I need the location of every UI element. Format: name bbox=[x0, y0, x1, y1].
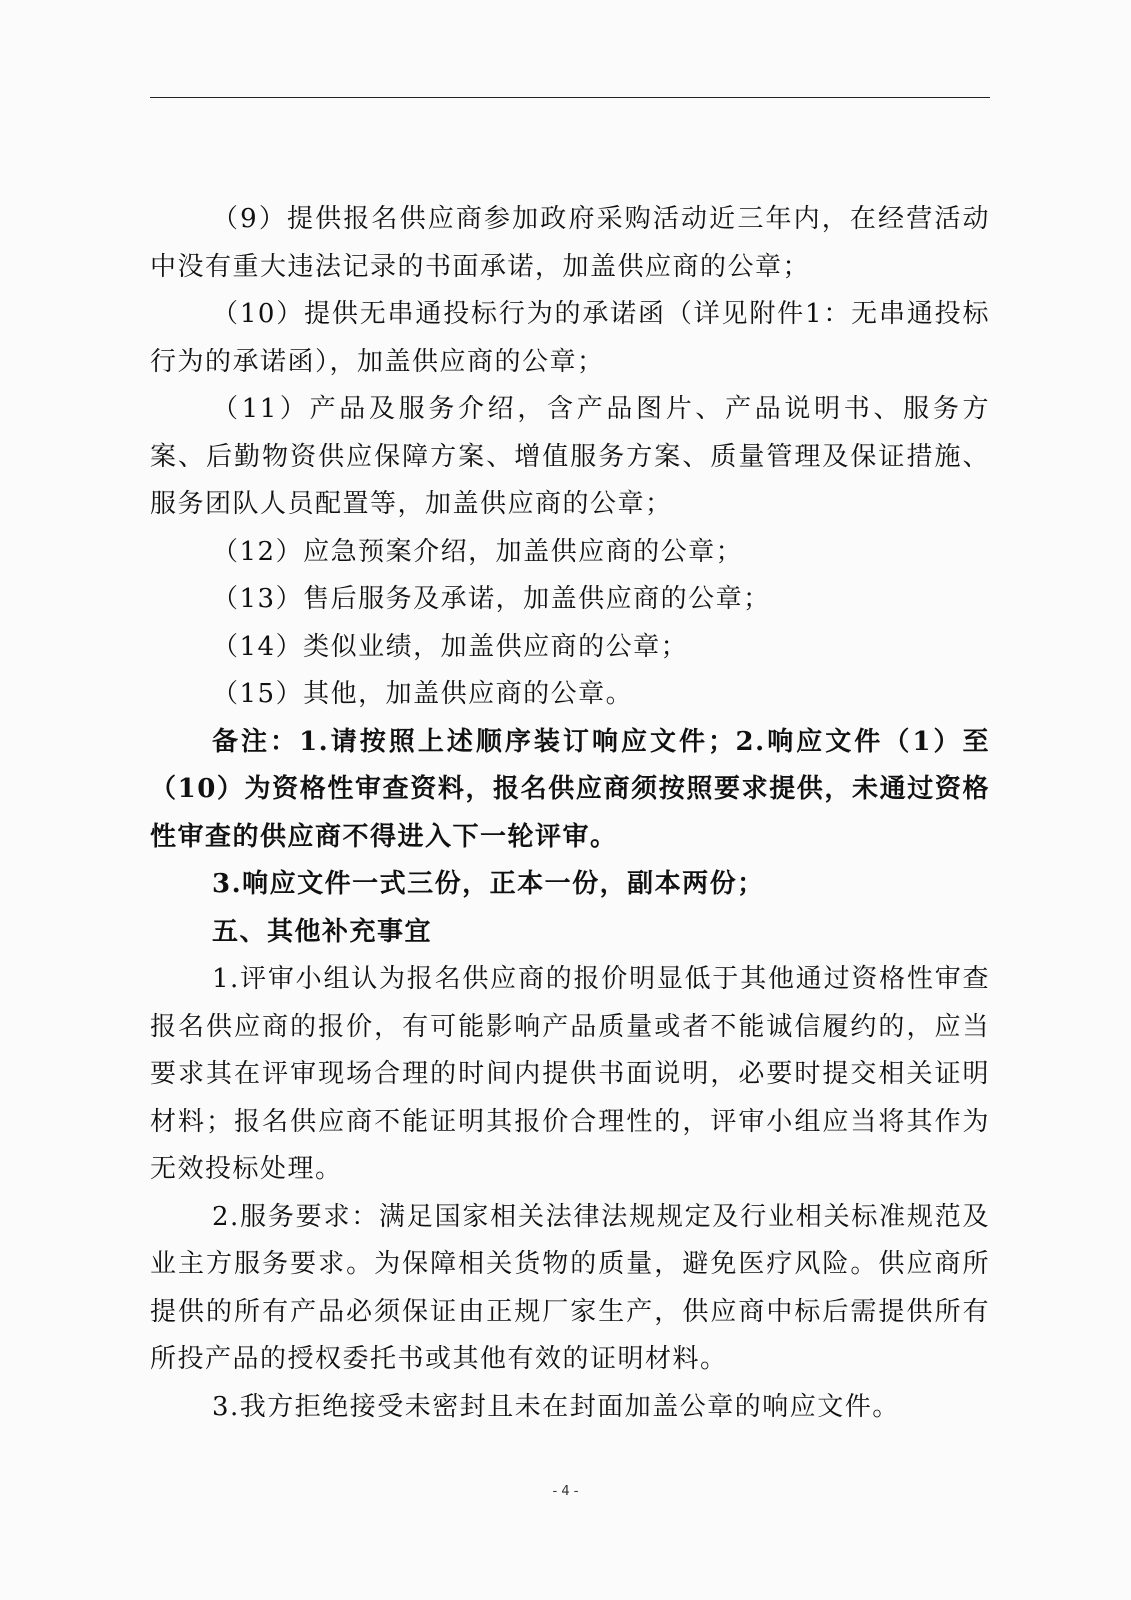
paragraph-item-9: （9）提供报名供应商参加政府采购活动近三年内，在经营活动中没有重大违法记录的书面承诺，加盖供应商的公章； bbox=[150, 204, 990, 282]
paragraph-item-11: （11）产品及服务介绍，含产品图片、产品说明书、服务方案、后勤物资供应保障方案、增值服务方案、质量管理及保证措施、服务团队人员配置等，加盖供应商的公章； bbox=[150, 394, 990, 519]
paragraph-item-14: （14）类似业绩，加盖供应商的公章； bbox=[212, 631, 689, 662]
paragraph-item-12: （12）应急预案介绍，加盖供应商的公章； bbox=[212, 536, 744, 567]
supplement-item-3: 3.我方拒绝接受未密封且未在封面加盖公章的响应文件。 bbox=[212, 1391, 900, 1422]
section-heading: 五、其他补充事宜 bbox=[212, 916, 433, 947]
supplement-item-1: 1.评审小组认为报名供应商的报价明显低于其他通过资格性审查报名供应商的报价，有可能影响产品质量或者不能诚信履约的，应当要求其在评审现场合理的时间内提供书面说明，必要时提交相关证明材料；报名供应商不能证明其报价合理性的，评审小组应当将其作为无效投标处理。 bbox=[150, 964, 990, 1184]
supplement-item-2: 2.服务要求：满足国家相关法律法规规定及行业相关标准规范及业主方服务要求。为保障相关货物的质量，避免医疗风险。供应商所提供的所有产品必须保证由正规厂家生产，供应商中标后需提供所有所投产品的授权委托书或其他有效的证明材料。 bbox=[150, 1201, 990, 1374]
paragraph-item-15: （15）其他，加盖供应商的公章。 bbox=[212, 679, 634, 709]
remark-paragraph: 备注：1.请按照上述顺序装订响应文件；2.响应文件（1）至（10）为资格性审查资料，报名供应商须按照要求提供，未通过资格性审查的供应商不得进入下一轮评审。 bbox=[150, 726, 990, 852]
copies-note: 3.响应文件一式三份，正本一份，副本两份； bbox=[212, 869, 765, 899]
header-rule bbox=[150, 97, 990, 98]
paragraph-item-10: （10）提供无串通投标行为的承诺函（详见附件1：无串通投标行为的承诺函），加盖供应商的公章； bbox=[150, 299, 990, 377]
paragraph-item-13: （13）售后服务及承诺，加盖供应商的公章； bbox=[212, 584, 771, 614]
page-number: - 4 - bbox=[552, 1484, 579, 1499]
document-body bbox=[150, 196, 990, 1431]
